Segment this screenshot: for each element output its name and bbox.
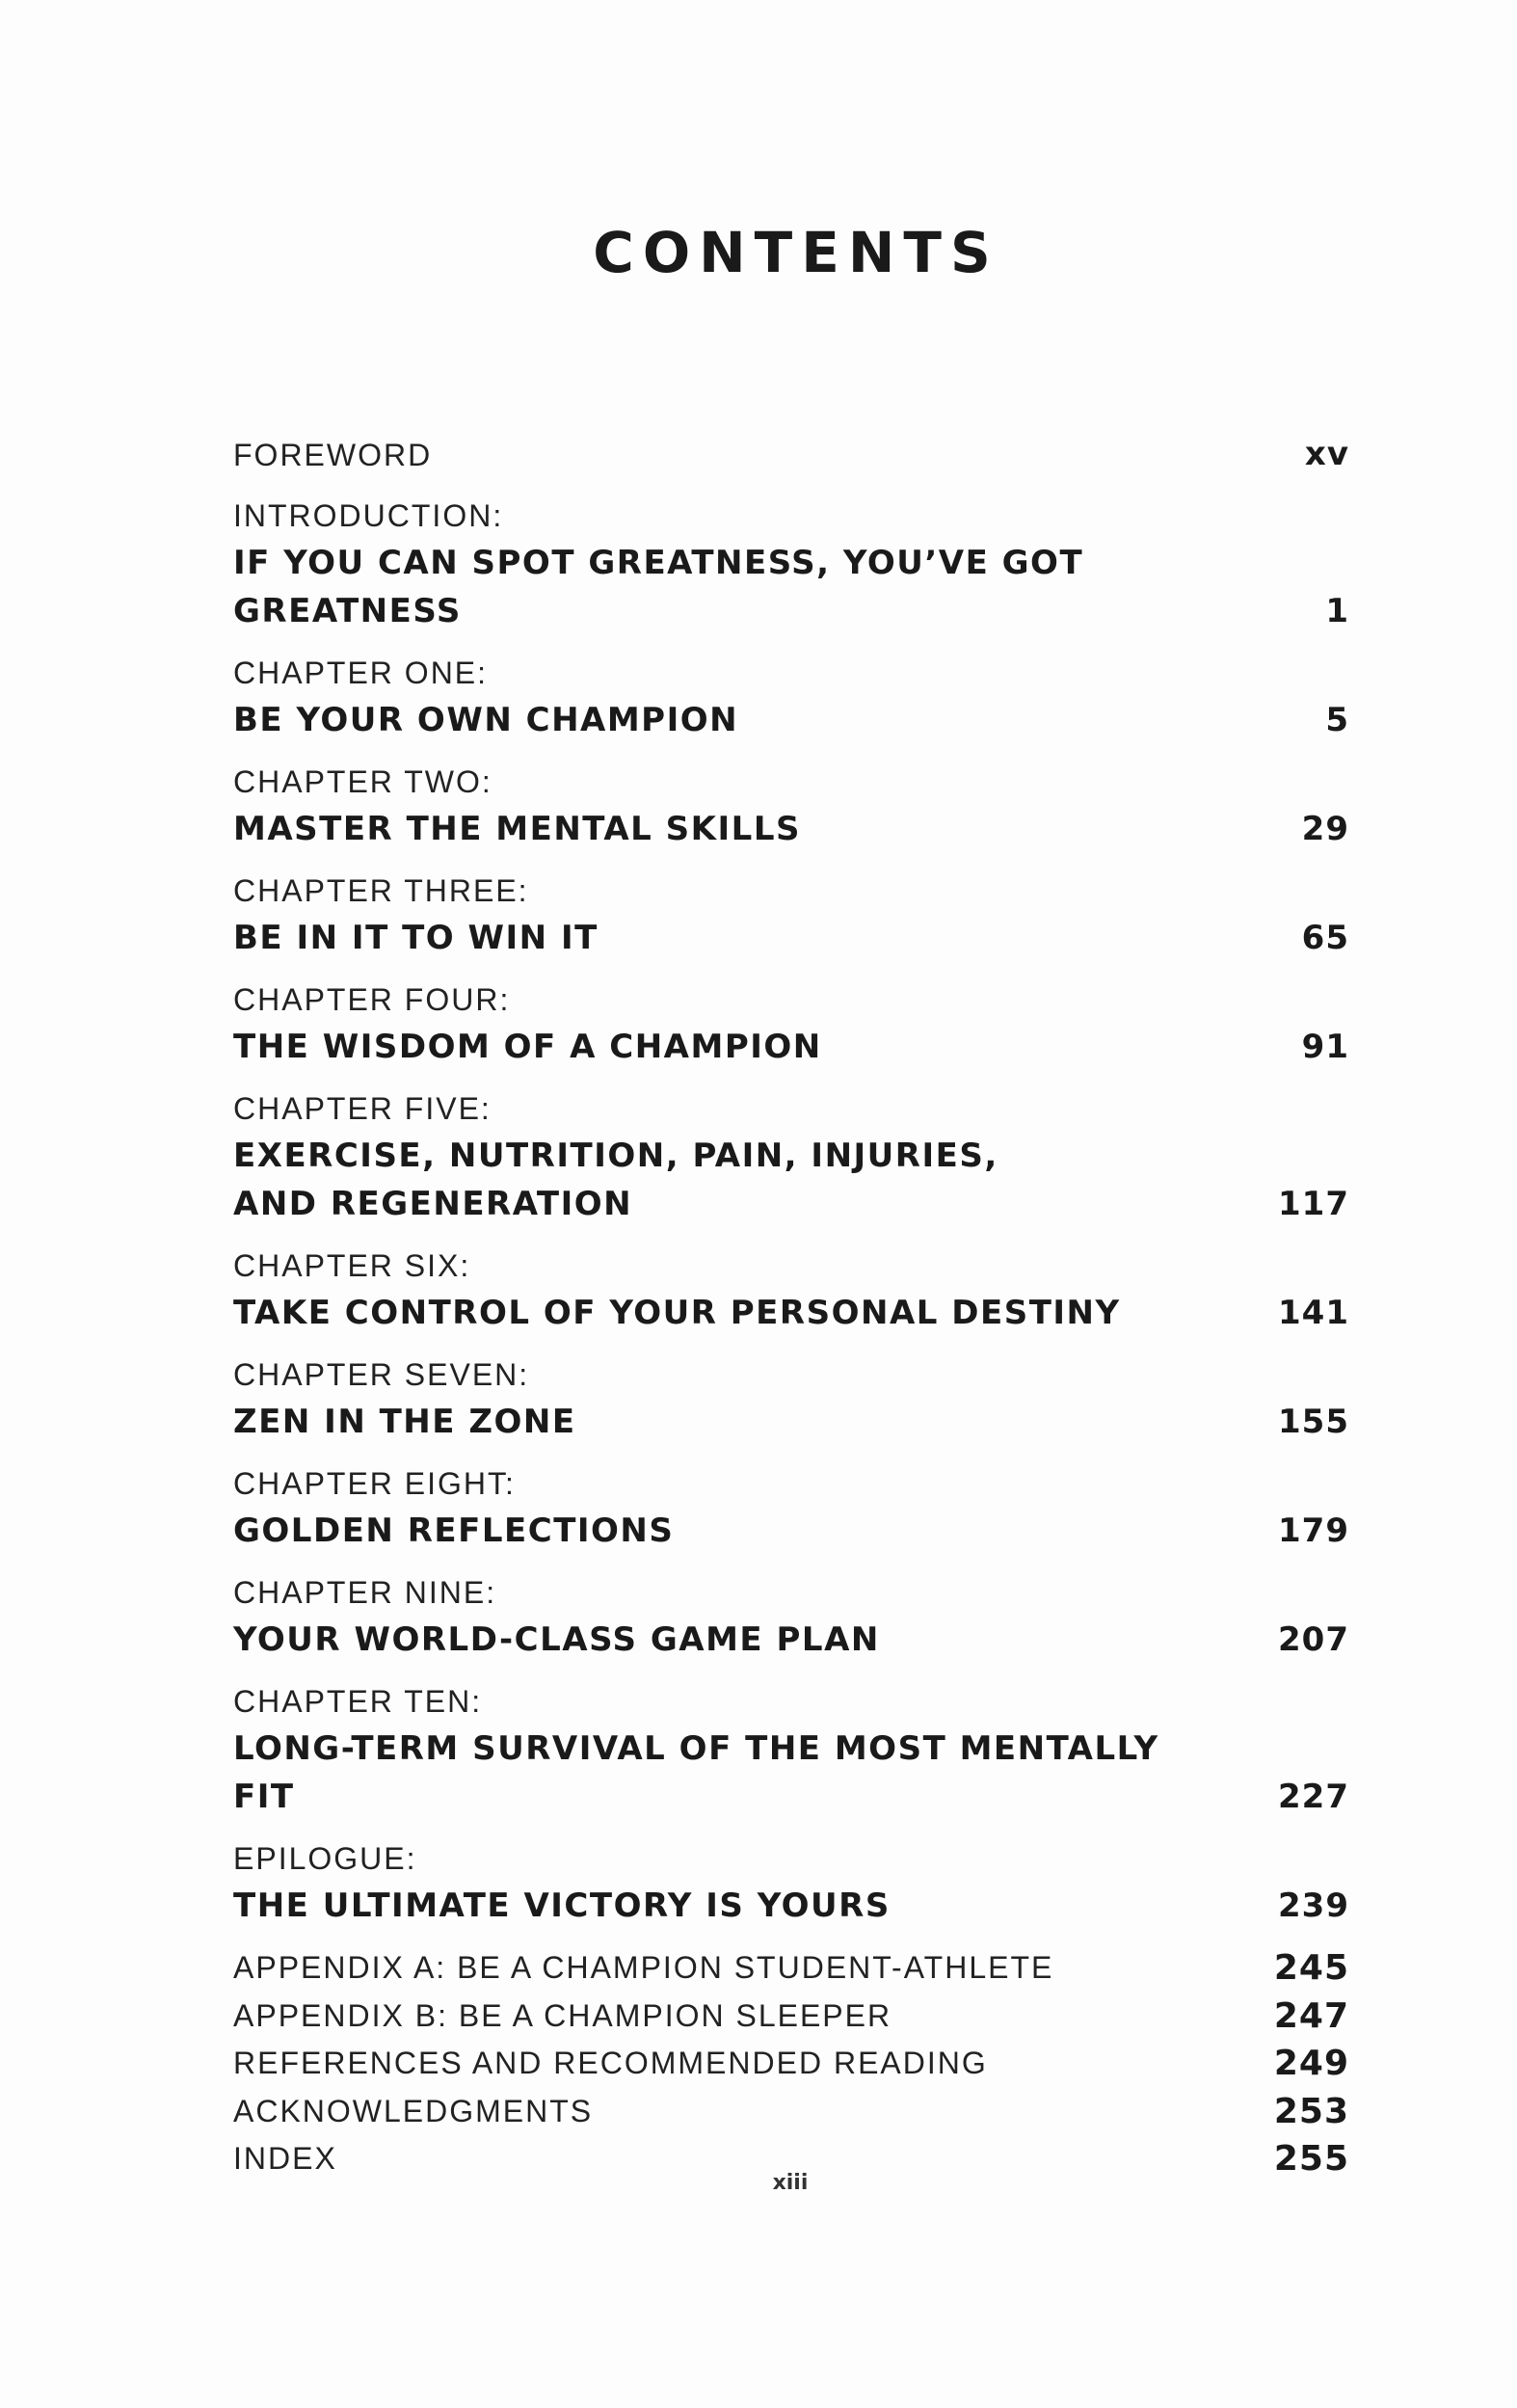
toc-entry-chapter-two bbox=[233, 759, 1349, 853]
toc-chapter-title-line-2: AND REGENERATION bbox=[233, 1185, 633, 1223]
page-title: CONTENTS bbox=[593, 220, 999, 285]
toc-entry-chapter-three bbox=[233, 868, 1349, 962]
toc-chapter-title-line-1: EXERCISE, NUTRITION, PAIN, INJURIES, bbox=[233, 1137, 998, 1175]
toc-page-number: 117 bbox=[1278, 1185, 1349, 1223]
toc-row bbox=[233, 1882, 1349, 1930]
toc-chapter-title: TAKE CONTROL OF YOUR PERSONAL DESTINY bbox=[233, 1294, 1121, 1332]
toc-row bbox=[233, 1289, 1349, 1337]
toc-chapter-title: YOUR WORLD-CLASS GAME PLAN bbox=[233, 1620, 880, 1659]
table-of-contents bbox=[233, 432, 1349, 2183]
toc-entry-appendix-b bbox=[233, 1993, 1349, 2041]
toc-page-number: 179 bbox=[1278, 1512, 1349, 1550]
toc-entry-foreword bbox=[233, 432, 1349, 478]
toc-entry-chapter-nine bbox=[233, 1569, 1349, 1664]
toc-row bbox=[233, 1616, 1349, 1664]
toc-label: APPENDIX B: BE A CHAMPION SLEEPER bbox=[233, 1997, 892, 2033]
toc-row bbox=[233, 696, 1349, 744]
toc-chapter-title: THE ULTIMATE VICTORY IS YOURS bbox=[233, 1886, 891, 1925]
toc-row bbox=[233, 1725, 1349, 1821]
toc-label: CHAPTER ONE: bbox=[233, 656, 489, 690]
toc-page-number: 253 bbox=[1273, 2091, 1349, 2131]
toc-page-number: 5 bbox=[1325, 701, 1349, 739]
toc-row bbox=[233, 1132, 1349, 1228]
toc-page-number: 255 bbox=[1273, 2139, 1349, 2179]
toc-page-number: 141 bbox=[1278, 1294, 1349, 1332]
toc-label: CHAPTER SIX: bbox=[233, 1248, 471, 1283]
toc-row bbox=[233, 805, 1349, 853]
toc-entry-chapter-eight bbox=[233, 1460, 1349, 1555]
toc-page-number: xv bbox=[1304, 435, 1349, 473]
toc-chapter-title: LONG-TERM SURVIVAL OF THE MOST MENTALLY FIT bbox=[233, 1729, 1159, 1816]
toc-row bbox=[233, 1398, 1349, 1446]
toc-chapter-title: THE WISDOM OF A CHAMPION bbox=[233, 1028, 822, 1066]
toc-entry-chapter-seven bbox=[233, 1351, 1349, 1446]
toc-label: CHAPTER EIGHT: bbox=[233, 1466, 516, 1501]
toc-label: ACKNOWLEDGMENTS bbox=[233, 2093, 594, 2128]
toc-entry-references bbox=[233, 2040, 1349, 2088]
toc-page-number: 1 bbox=[1325, 592, 1349, 630]
toc-entry-chapter-four bbox=[233, 977, 1349, 1071]
toc-chapter-title: ZEN IN THE ZONE bbox=[233, 1403, 576, 1441]
toc-entry-chapter-ten bbox=[233, 1678, 1349, 1821]
toc-chapter-title: IF YOU CAN SPOT GREATNESS, YOU’VE GOT GREATNESS bbox=[233, 544, 1084, 630]
toc-page-number: 155 bbox=[1278, 1403, 1349, 1441]
toc-page-number: 207 bbox=[1278, 1620, 1349, 1659]
toc-page-number: 249 bbox=[1273, 2044, 1349, 2083]
toc-back-matter bbox=[233, 1944, 1349, 2183]
toc-entry-chapter-six bbox=[233, 1243, 1349, 1337]
toc-page-number: 91 bbox=[1301, 1028, 1349, 1066]
toc-label: REFERENCES AND RECOMMENDED READING bbox=[233, 2046, 988, 2080]
toc-entry-epilogue bbox=[233, 1835, 1349, 1930]
toc-label: INDEX bbox=[233, 2141, 337, 2176]
toc-page-number: 65 bbox=[1301, 919, 1349, 957]
toc-label: EPILOGUE: bbox=[233, 1841, 417, 1876]
toc-label: CHAPTER NINE: bbox=[233, 1575, 497, 1610]
toc-label: CHAPTER FIVE: bbox=[233, 1091, 492, 1126]
toc-row bbox=[233, 1507, 1349, 1555]
toc-label: APPENDIX A: BE A CHAMPION STUDENT-ATHLETE bbox=[233, 1950, 1054, 1985]
toc-label: CHAPTER THREE: bbox=[233, 873, 529, 908]
toc-chapter-title: BE YOUR OWN CHAMPION bbox=[233, 701, 739, 739]
toc-row bbox=[233, 914, 1349, 962]
toc-label: FOREWORD bbox=[233, 438, 433, 472]
toc-chapter-title: MASTER THE MENTAL SKILLS bbox=[233, 810, 801, 848]
toc-chapter-title: BE IN IT TO WIN IT bbox=[233, 919, 599, 957]
toc-row bbox=[233, 1023, 1349, 1071]
toc-page-number: 247 bbox=[1273, 1995, 1349, 2036]
toc-label: INTRODUCTION: bbox=[233, 498, 504, 533]
page-folio: xiii bbox=[772, 2171, 809, 2195]
toc-label: CHAPTER SEVEN: bbox=[233, 1357, 530, 1392]
toc-row bbox=[233, 432, 1349, 478]
toc-entry-appendix-a bbox=[233, 1944, 1349, 1993]
toc-label: CHAPTER FOUR: bbox=[233, 982, 511, 1017]
toc-entry-introduction bbox=[233, 493, 1349, 635]
toc-page-number: 245 bbox=[1273, 1948, 1349, 1988]
toc-entry-acknowledgments bbox=[233, 2088, 1349, 2136]
toc-chapter-title: GOLDEN REFLECTIONS bbox=[233, 1512, 675, 1550]
toc-page-number: 29 bbox=[1301, 810, 1349, 848]
toc-entry-chapter-five bbox=[233, 1085, 1349, 1228]
toc-page-number: 239 bbox=[1278, 1886, 1349, 1925]
toc-page-number: 227 bbox=[1278, 1778, 1349, 1816]
toc-row bbox=[233, 539, 1349, 635]
toc-label: CHAPTER TEN: bbox=[233, 1684, 483, 1719]
toc-label: CHAPTER TWO: bbox=[233, 764, 492, 799]
toc-entry-chapter-one bbox=[233, 650, 1349, 744]
